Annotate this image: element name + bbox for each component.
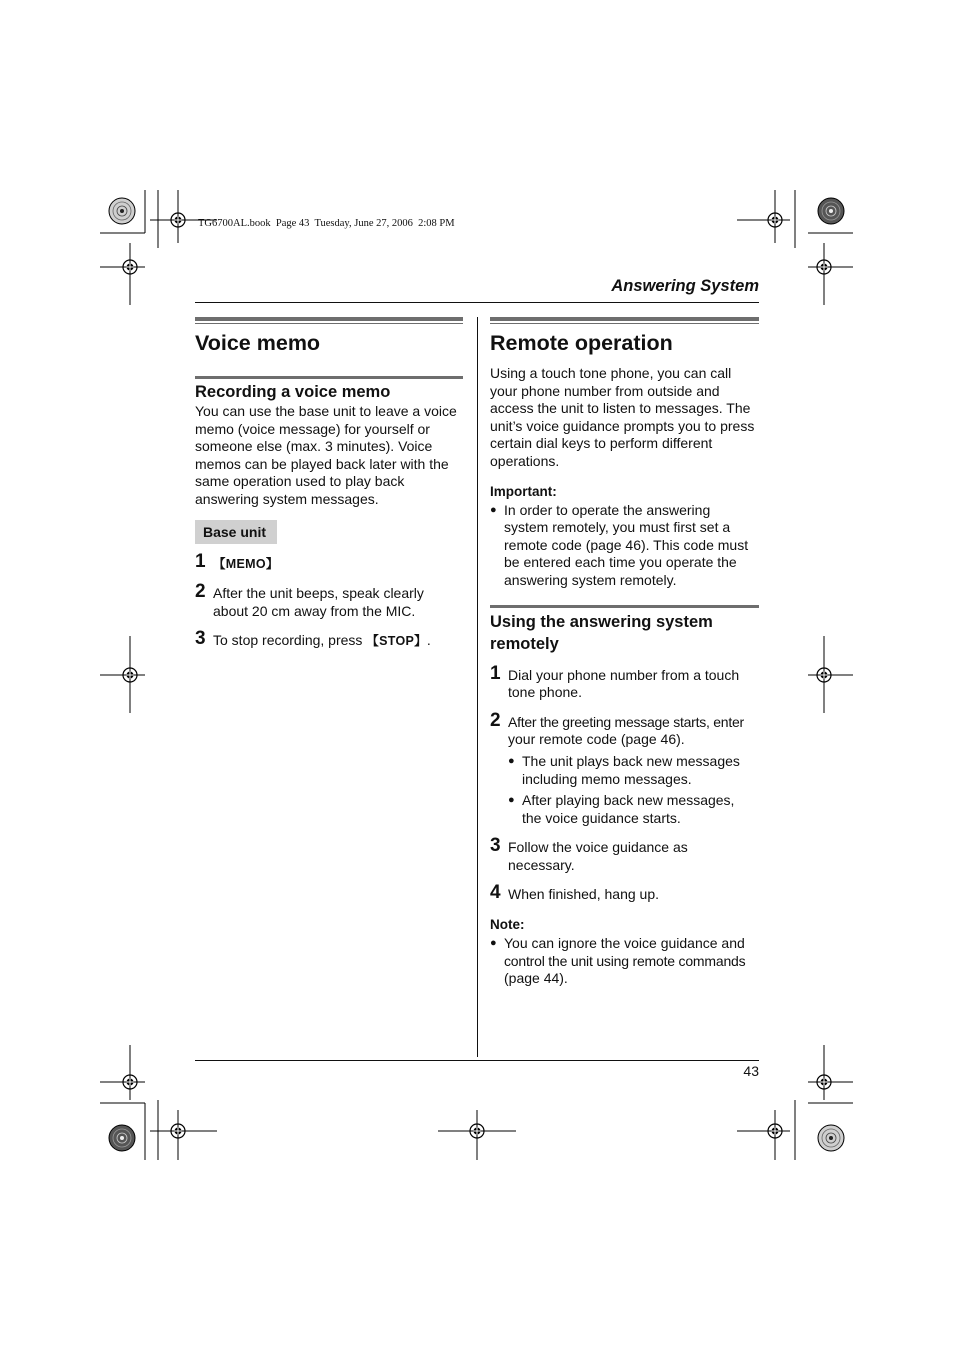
bullet-line: remote code (page 46). This code must <box>504 536 749 553</box>
step-2 <box>195 582 463 620</box>
note-label: Note: <box>490 917 525 933</box>
step-line: necessary. <box>508 856 575 873</box>
section-heading: Remote operation <box>490 331 673 355</box>
step-number: 2 <box>490 709 501 731</box>
step-bullet <box>508 792 759 827</box>
intro-line: memo (voice message) for yourself or <box>195 420 430 437</box>
step-3 <box>195 629 463 651</box>
intro-paragraph <box>490 365 759 471</box>
stop-key: 【STOP】 <box>366 634 427 649</box>
memo-key: 【MEMO】 <box>213 556 279 571</box>
remote-operation-section <box>490 317 759 988</box>
step-number: 1 <box>195 550 206 572</box>
page-number: 43 <box>743 1063 759 1079</box>
step-line: Follow the voice guidance as <box>508 839 688 856</box>
subheading-line: remotely <box>490 634 559 653</box>
step-1 <box>490 664 759 702</box>
bullet-line: After playing back new messages, <box>522 792 735 809</box>
title-bar-thin <box>195 323 463 324</box>
bullet-line: including memo messages. <box>522 770 692 787</box>
step-1 <box>195 552 463 574</box>
step-line: your remote code (page 46). <box>508 731 685 748</box>
bullet-icon: ● <box>508 754 515 767</box>
step-number: 3 <box>490 835 501 857</box>
bullet-icon: ● <box>490 937 497 950</box>
intro-line: Using a touch tone phone, you can call <box>490 365 732 381</box>
bullet-line: system remotely, you must first set a <box>504 519 731 536</box>
title-bar <box>490 317 759 321</box>
footer-rule <box>195 1060 759 1061</box>
step-line: When finished, hang up. <box>508 886 659 903</box>
base-unit-badge: Base unit <box>195 520 277 544</box>
bullet-line: the voice guidance starts. <box>522 809 681 826</box>
bullet-icon: ● <box>508 794 515 807</box>
bullet-line: (page 44). <box>504 970 568 987</box>
subheading-rule <box>195 376 463 379</box>
step-line: After the unit beeps, speak clearly <box>213 585 424 602</box>
bullet-icon: ● <box>490 503 497 516</box>
step-3 <box>490 836 759 874</box>
intro-line: access the unit to listen to messages. The <box>490 400 751 417</box>
intro-line: someone else (max. 3 minutes). Voice <box>195 438 433 455</box>
intro-line: operations. <box>490 452 560 469</box>
intro-line: certain dial keys to perform different <box>490 435 713 452</box>
step-number: 1 <box>490 662 501 684</box>
bullet-line: answering system remotely. <box>504 571 677 588</box>
intro-paragraph <box>195 403 463 509</box>
step-line: After the greeting message starts, enter <box>508 713 744 730</box>
step-number: 2 <box>195 581 206 603</box>
important-bullet <box>490 502 759 590</box>
intro-line: your phone number from outside and <box>490 382 720 399</box>
title-bar-thin <box>490 323 759 324</box>
step-end: . <box>426 632 431 649</box>
bullet-line: The unit plays back new messages <box>522 752 740 769</box>
subheading-rule <box>490 605 759 608</box>
step-text: To stop recording, press <box>213 632 367 649</box>
subheading-line: Using the answering system <box>490 612 713 631</box>
bullet-line: You can ignore the voice guidance and <box>504 935 745 952</box>
step-line: tone phone. <box>508 684 582 701</box>
intro-line: same operation used to play back <box>195 473 405 490</box>
intro-line: memos can be played back later with the <box>195 455 449 472</box>
voice-memo-section <box>195 317 463 651</box>
intro-line: You can use the base unit to leave a voice <box>195 403 457 419</box>
section-title: Answering System <box>611 277 759 295</box>
bullet-line: be entered each time you operate the <box>504 554 737 571</box>
step-number: 3 <box>195 628 206 650</box>
intro-line: answering system messages. <box>195 490 379 507</box>
column-divider <box>477 317 478 1057</box>
step-4 <box>490 883 759 904</box>
bullet-line: In order to operate the answering <box>504 501 711 518</box>
subheading: Recording a voice memo <box>195 383 391 401</box>
printer-slug: TG6700AL.book Page 43 Tuesday, June 27, 2006 2:08 PM <box>198 218 455 229</box>
step-line: Dial your phone number from a touch <box>508 666 740 683</box>
bullet-line: control the unit using remote commands <box>504 952 746 969</box>
subheading <box>490 611 759 655</box>
intro-line: unit’s voice guidance prompts you to press <box>490 417 755 434</box>
title-bar <box>195 317 463 321</box>
important-label: Important: <box>490 483 557 499</box>
step-number: 4 <box>490 882 501 904</box>
note-bullet <box>490 935 759 988</box>
step-bullet <box>508 753 759 788</box>
step-line: about 20 cm away from the MIC. <box>213 602 416 619</box>
header-rule <box>195 302 759 303</box>
page-title: Voice memo <box>195 331 321 355</box>
step-2 <box>490 711 759 828</box>
